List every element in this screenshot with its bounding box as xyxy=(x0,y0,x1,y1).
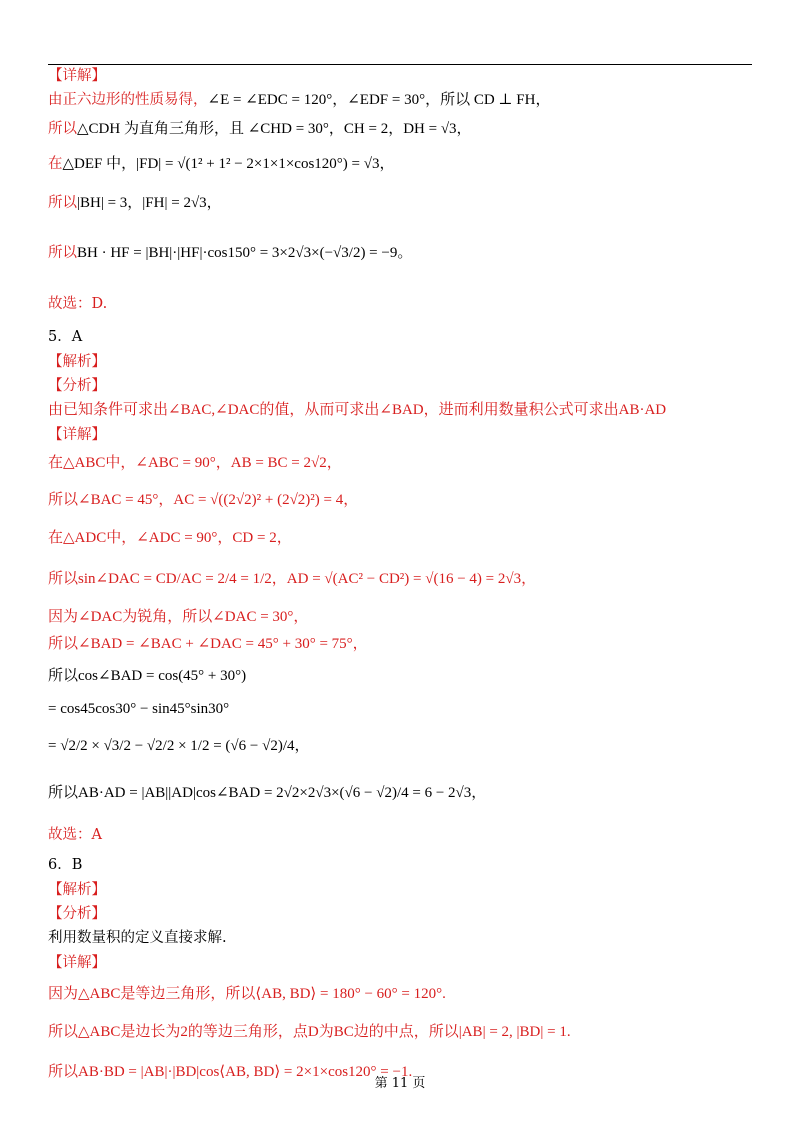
step-3-math: △DEF 中，|FD| = √(1² + 1² − 2×1×1×cos120°) = √3， xyxy=(62,156,395,172)
fenxi-label-6: 【分析】 xyxy=(48,906,106,922)
step-1-math: ∠E = ∠EDC = 120°，∠EDF = 30°，所以 CD ⊥ FH， xyxy=(207,92,551,108)
step-5: 所以 BH · HF = |BH|·|HF|·cos150° = 3×2√3×(−√3/2) = −9。 xyxy=(48,245,413,261)
step-2-math: △CDH 为直角三角形，且 ∠CHD = 30°，CH = 2，DH = √3， xyxy=(77,121,472,137)
solution-page xyxy=(48,66,752,1092)
fenxi-5-text: 由已知条件可求出∠BAC,∠DAC的值，从而可求出∠BAD，进而利用数量积公式可求出AB·AD xyxy=(48,402,667,418)
s5-line-10: 所以AB·AD = |AB||AD|cos∠BAD = 2√2×2√3×(√6 − √2)/4 = 6 − 2√3， xyxy=(48,785,487,801)
detail-label: 【详解】 xyxy=(48,68,106,84)
fenxi-6-text: 利用数量积的定义直接求解. xyxy=(48,930,227,946)
question-6-header: 6．B xyxy=(48,857,83,873)
s6-line-3: 所以AB·BD = |AB|·|BD|cos⟨AB, BD⟩ = 2×1×cos120° = −1. xyxy=(48,1064,413,1080)
s5-line-2: 所以∠BAC = 45°，AC = √((2√2)² + (2√2)²) = 4， xyxy=(48,492,359,508)
detail-label-5: 【详解】 xyxy=(48,427,106,443)
step-1: 由正六边形的性质易得， ∠E = ∠EDC = 120°，∠EDF = 30°，所以 CD ⊥ FH， xyxy=(48,92,551,108)
s5-line-7: 所以cos∠BAD = cos(45° + 30°) xyxy=(48,668,247,684)
s5-line-8: = cos45cos30° − sin45°sin30° xyxy=(48,701,230,717)
s5-line-1: 在△ABC中，∠ABC = 90°，AB = BC = 2√2， xyxy=(48,455,342,471)
answer-4: 故选：D. xyxy=(48,296,108,312)
detail-label-6: 【详解】 xyxy=(48,955,106,971)
header-rule xyxy=(48,64,752,65)
step-5-math: BH · HF = |BH|·|HF|·cos150° = 3×2√3×(−√3/2) = −9。 xyxy=(77,245,413,261)
s5-line-4: 所以sin∠DAC = CD/AC = 2/4 = 1/2，AD = √(AC² − CD²) = √(16 − 4) = 2√3， xyxy=(48,571,537,587)
page-number: 第 11 页 xyxy=(374,1076,426,1091)
s5-line-5: 因为∠DAC为锐角，所以∠DAC = 30°， xyxy=(48,609,309,625)
step-4-math: |BH| = 3，|FH| = 2√3， xyxy=(77,195,222,211)
answer-5: 故选：A xyxy=(48,827,102,843)
s6-line-1: 因为△ABC是等边三角形，所以⟨AB, BD⟩ = 180° − 60° = 120°. xyxy=(48,986,446,1002)
s6-line-2: 所以△ABC是边长为2的等边三角形，点D为BC边的中点，所以|AB| = 2, |BD| = 1. xyxy=(48,1024,571,1040)
s5-line-6: 所以∠BAD = ∠BAC + ∠DAC = 45° + 30° = 75°， xyxy=(48,636,368,652)
question-5-header: 5．A xyxy=(48,329,83,345)
step-3: 在 △DEF 中，|FD| = √(1² + 1² − 2×1×1×cos120°) = √3， xyxy=(48,156,395,172)
fenxi-label-5: 【分析】 xyxy=(48,378,106,394)
s5-line-3: 在△ADC中，∠ADC = 90°，CD = 2， xyxy=(48,530,292,546)
s5-line-9: = √2/2 × √3/2 − √2/2 × 1/2 = (√6 − √2)/4， xyxy=(48,738,310,754)
analysis-label-6: 【解析】 xyxy=(48,882,106,898)
step-2: 所以 △CDH 为直角三角形，且 ∠CHD = 30°，CH = 2，DH = √3， xyxy=(48,121,472,137)
step-4: 所以 |BH| = 3，|FH| = 2√3， xyxy=(48,195,222,211)
analysis-label-5: 【解析】 xyxy=(48,354,106,370)
